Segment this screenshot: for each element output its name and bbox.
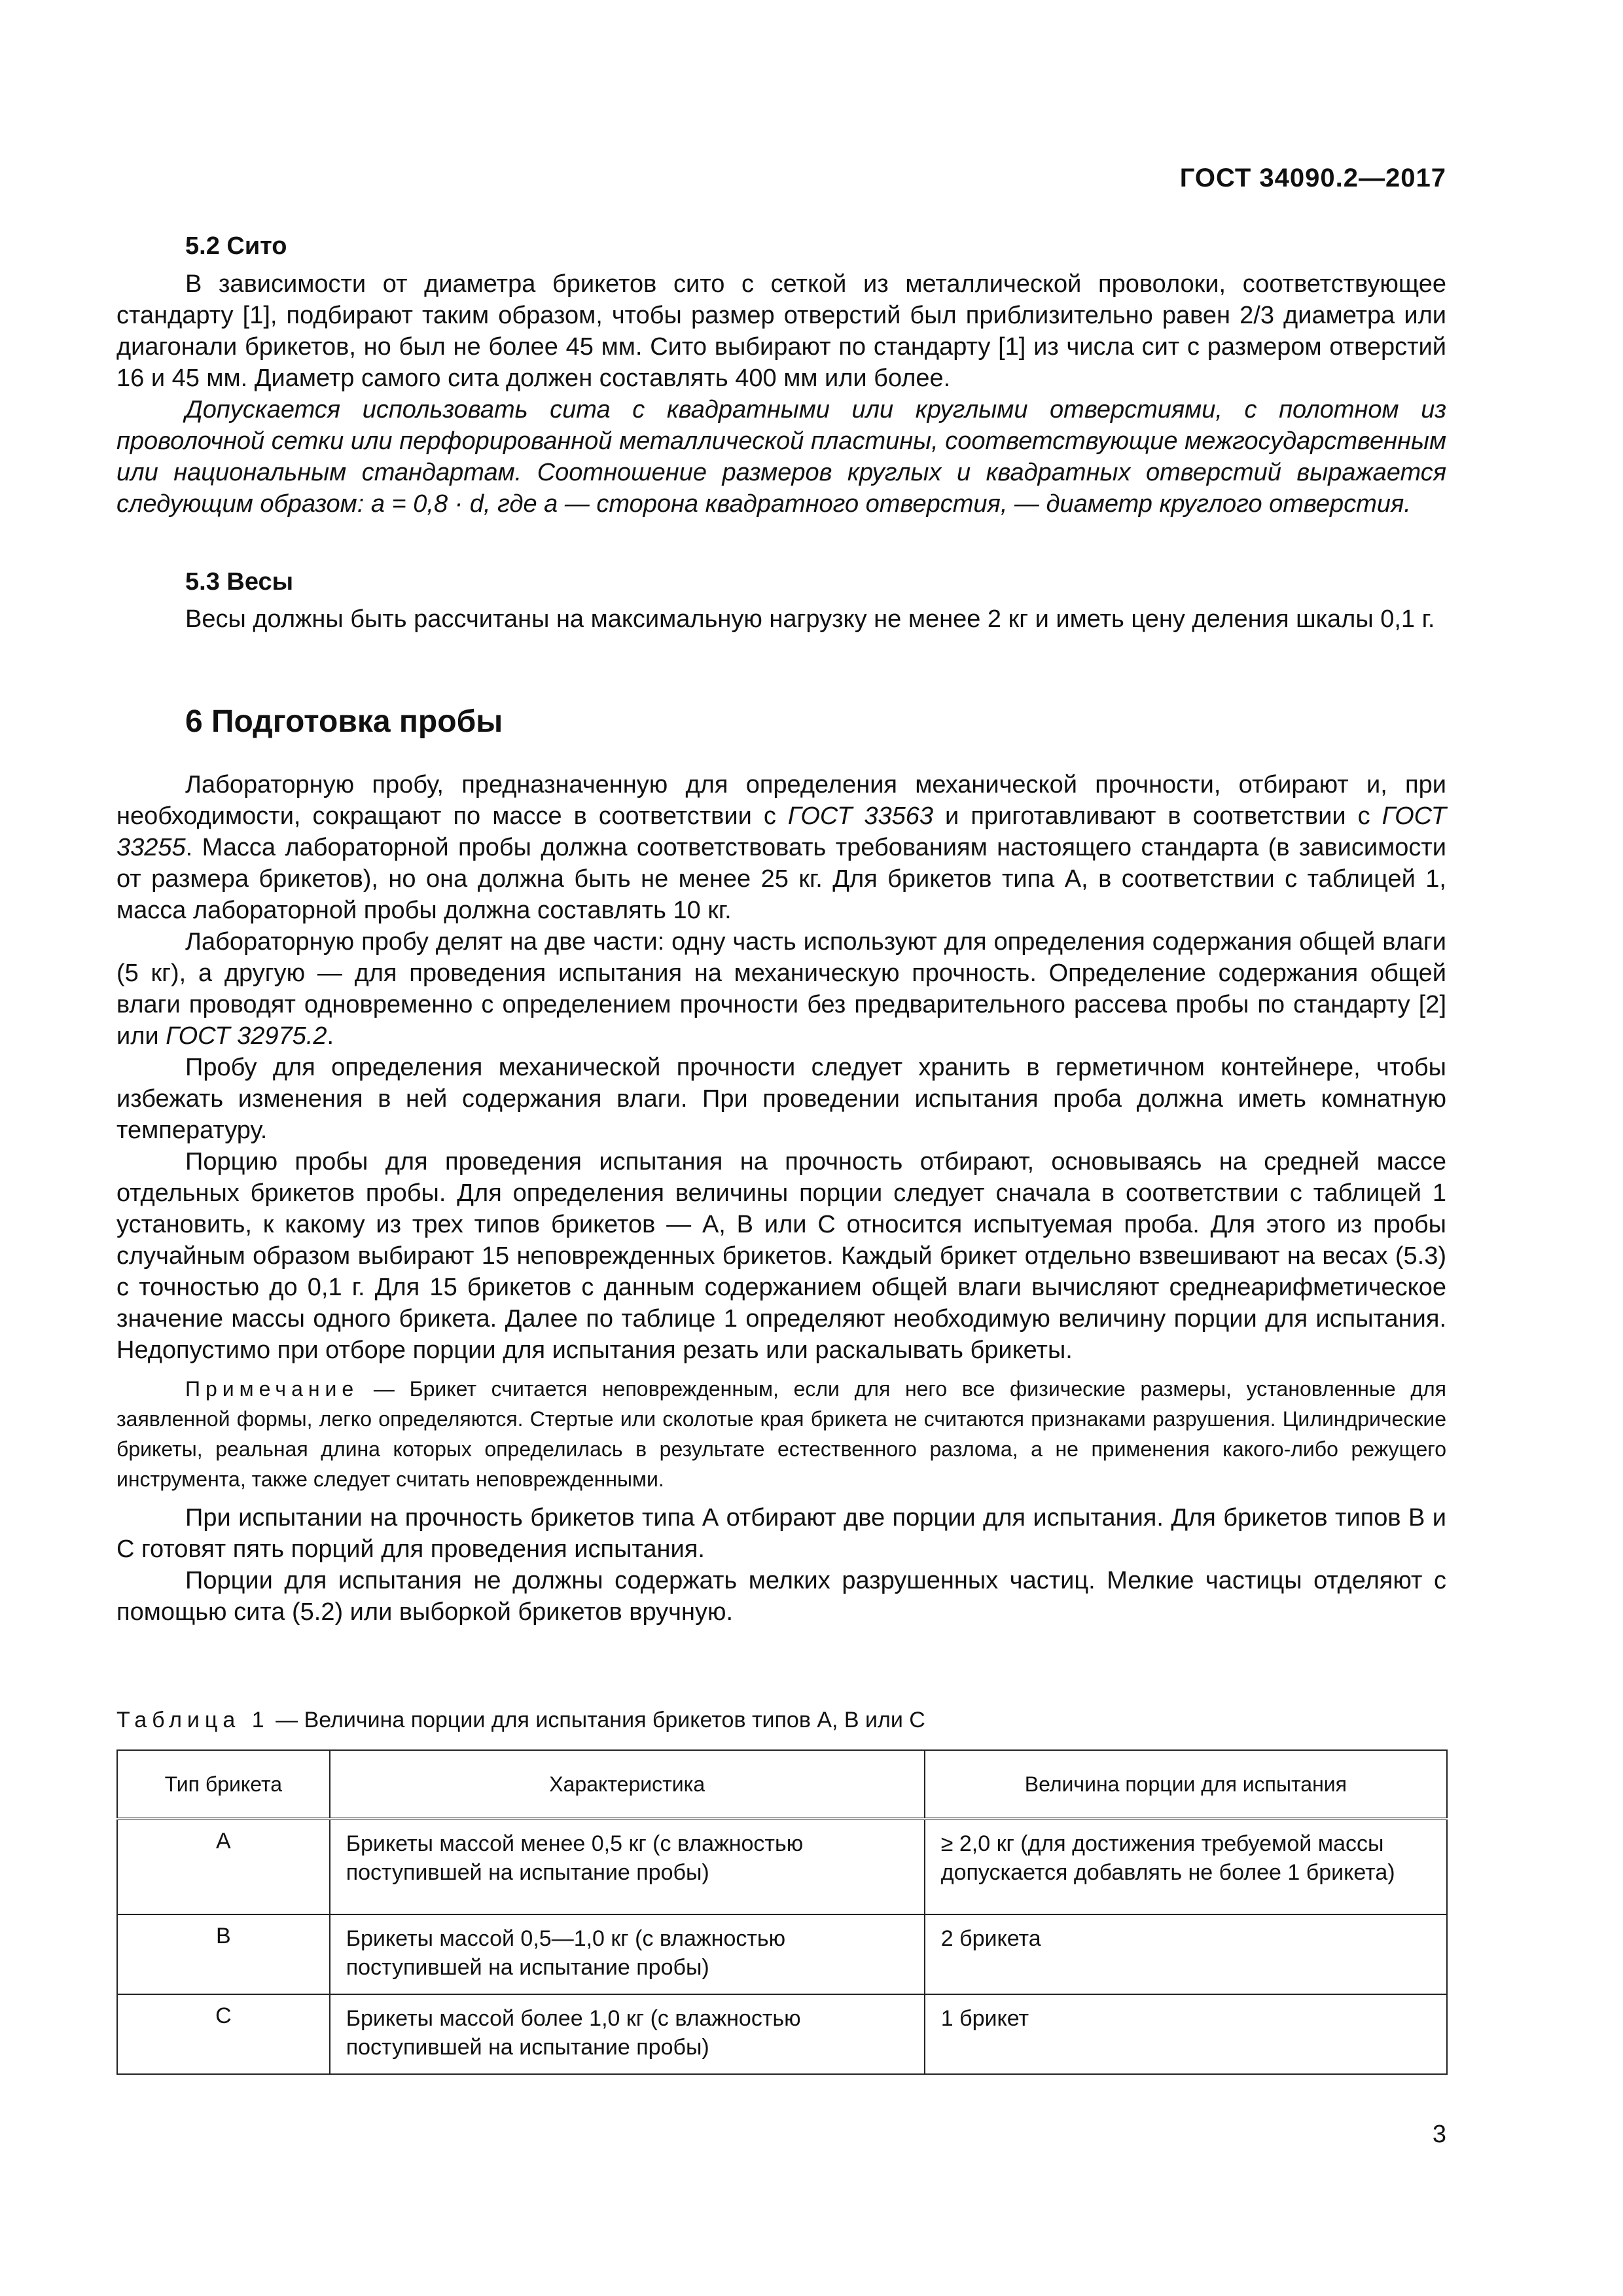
section-6-para5: При испытании на прочность брикетов типа А отбирают две порции для испытания. Для брикетов типов В и С готовят пять порций для проведения испытания. (116, 1504, 1446, 1563)
cell-type: А (117, 1819, 330, 1914)
section-6-para4: Порцию пробы для проведения испытания на прочность отбирают, основываясь на средней массе отдельных брикетов пробы. Для определения величины порции следует сначала в соответствии с таблицей 1 установить, к какому из трех типов брикетов — А, В или С относится испытуемая проба. Для этого из пробы случайным образом выбирают 15 неповрежденных брикетов. Каждый брикет отдельно взвешивают на весах (5.3) с точностью до 0,1 г. Для 15 брикетов с данным содержанием общей влаги вычисляют среднеарифметическое значение массы одного брикета. Далее по таблице 1 определяют необходимую величину порции для испытания. Недопустимо при отборе порции для испытания резать или раскалывать брикеты. (116, 1148, 1446, 1364)
note (116, 1374, 1446, 1494)
col-header-type: Тип брикета (117, 1750, 330, 1819)
note-text: — Брикет считается неповрежденным, если для него все физические размеры, установленные для заявленной формы, легко определяются. Стертые или сколотые края брикета не считаются признаками разрушения. Цилиндрические брикеты, реальная длина которых определилась в результате естественного разлома, а не применения какого-либо режущего инструмента, также следует считать неповрежденными. (116, 1377, 1446, 1491)
portion-table (116, 1749, 1448, 2075)
cell-characteristic: Брикеты массой менее 0,5 кг (с влажностью поступившей на испытание пробы) (330, 1819, 925, 1914)
table-caption (116, 1705, 1448, 1735)
section-6-para3: Пробу для определения механической прочности следует хранить в герметичном контейнере, чтобы избежать изменения в ней содержания влаги. При проведении испытания проба должна иметь комнатную температуру. (116, 1054, 1446, 1144)
section-6-para2: Лабораторную пробу делят на две части: одну часть используют для определения содержания общей влаги (5 кг), а другую — для проведения испытания на механическую прочность. Определение содержания общей влаги проводят одновременно с определением прочности без предварительного рассева пробы по стандарту [2] или ГОСТ 32975.2. (116, 928, 1446, 1050)
standard-code: ГОСТ 34090.2—2017 (1179, 164, 1446, 192)
section-5-2-para2: Допускается использовать сита с квадратными или круглыми отверстиями, с полотном из проволочной сетки или перфорированной металлической пластины, соответствующие межгосударственным или национальным стандартам. Соотношение размеров круглых и квадратных отверстий выражается следующим образом: a = 0,8 · d, где a — сторона квадратного отверстия, — диаметр круглого отверстия. (116, 396, 1446, 518)
section-6-para1: Лабораторную пробу, предназначенную для определения механической прочности, отбирают и, при необходимости, сокращают по массе в соответствии с ГОСТ 33563 и приготавливают в соответствии с ГОСТ 33255. Масса лабораторной пробы должна соответствовать требованиям настоящего стандарта (в зависимости от размера брикетов), но она должна быть не менее 25 кг. Для брикетов типа А, в соответствии с таблицей 1, масса лабораторной пробы должна составлять 10 кг. (116, 771, 1447, 924)
section-5-3-para1: Весы должны быть рассчитаны на максимальную нагрузку не менее 2 кг и иметь цену деления шкалы 0,1 г. (185, 605, 1435, 633)
page-number: 3 (1432, 2121, 1446, 2148)
note-label: Примечание (185, 1377, 359, 1401)
section-5-2-heading: 5.2 Сито (185, 232, 287, 260)
ref-gost-33255[interactable]: ГОСТ 33255 (116, 802, 1447, 861)
cell-portion: 1 брикет (925, 1994, 1447, 2074)
cell-portion: ≥ 2,0 кг (для достижения требуемой массы допускается добавлять не более 1 брикета) (925, 1819, 1447, 1914)
table-row (117, 1819, 1447, 1914)
table-row (117, 1914, 1447, 1994)
col-header-portion: Величина порции для испытания (925, 1750, 1447, 1819)
section-5-3-heading: 5.3 Весы (185, 568, 294, 596)
table-row (117, 1994, 1447, 2074)
cell-characteristic: Брикеты массой более 1,0 кг (с влажностью поступившей на испытание пробы) (330, 1994, 925, 2074)
ref-gost-33563[interactable]: ГОСТ 33563 (787, 802, 933, 830)
table-caption-text: — Величина порции для испытания брикетов типов А, В или С (269, 1708, 925, 1732)
ref-gost-32975-2[interactable]: ГОСТ 32975.2 (166, 1022, 327, 1050)
cell-portion: 2 брикета (925, 1914, 1447, 1994)
table-header-row (117, 1750, 1447, 1819)
section-6-para6: Порции для испытания не должны содержать мелких разрушенных частиц. Мелкие частицы отделяют с помощью сита (5.2) или выборкой брикетов вручную. (116, 1567, 1446, 1626)
cell-type: В (117, 1914, 330, 1994)
section-5-2-para1: В зависимости от диаметра брикетов сито с сеткой из металлической проволоки, соответствующее стандарту [1], подбирают таким образом, чтобы размер отверстий был приблизительно равен 2/3 диаметра или диагонали брикетов, но был не более 45 мм. Сито выбирают по стандарту [1] из числа сит с размером отверстий 16 и 45 мм. Диаметр самого сита должен составлять 400 мм или более. (116, 270, 1446, 392)
cell-characteristic: Брикеты массой 0,5—1,0 кг (с влажностью поступившей на испытание пробы) (330, 1914, 925, 1994)
table-caption-label: Таблица 1 (116, 1708, 270, 1732)
col-header-characteristic: Характеристика (330, 1750, 925, 1819)
section-6-heading: 6 Подготовка пробы (185, 704, 503, 739)
cell-type: С (117, 1994, 330, 2074)
